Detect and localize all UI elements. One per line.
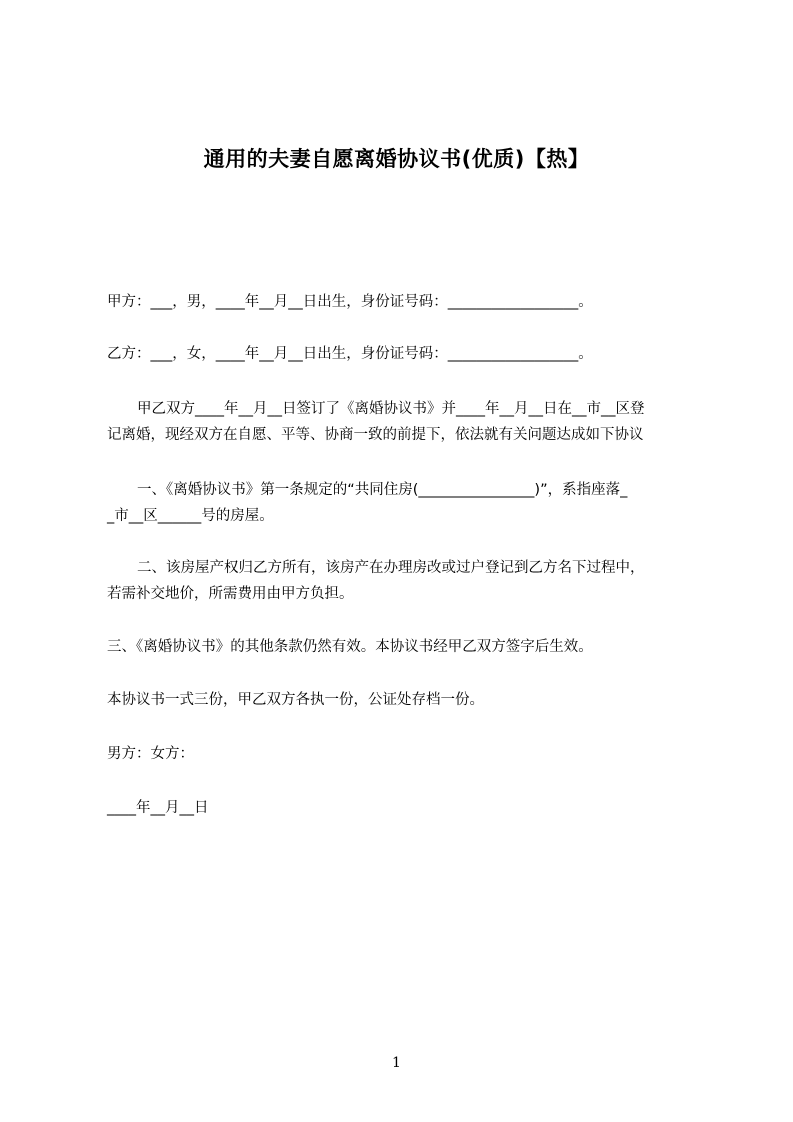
clause-2-line-1: 二、该房屋产权归乙方所有，该房产在办理房改或过户登记到乙方名下过程中， bbox=[137, 560, 645, 576]
date-line: ____年__月__日 bbox=[107, 800, 209, 816]
signature-line: 男方：女方： bbox=[107, 746, 194, 762]
clause-3-paragraph: 三、《离婚协议书》的其他条款仍然有效。本协议书经甲乙双方签字后生效。 bbox=[107, 639, 593, 655]
page-number: 1 bbox=[392, 1055, 401, 1071]
copies-paragraph: 本协议书一式三份，甲乙双方各执一份，公证处存档一份。 bbox=[107, 692, 484, 708]
clause-1-line-1: 一、《离婚协议书》第一条规定的“共同住房(________________)”，系指座落_ bbox=[137, 482, 628, 498]
clause-1-line-2: _市__区______号的房屋。 bbox=[107, 508, 274, 524]
clause-2-paragraph bbox=[107, 555, 707, 607]
clause-1-paragraph bbox=[107, 477, 707, 529]
intro-paragraph bbox=[107, 396, 707, 448]
intro-line-2: 记离婚，现经双方在自愿、平等、协商一致的前提下，依法就有关问题达成如下协议 bbox=[107, 427, 644, 443]
party-b-line: 乙方：___，女，____年__月__日出生，身份证号码：__________________。 bbox=[107, 346, 593, 362]
clause-2-line-2: 若需补交地价，所需费用由甲方负担。 bbox=[107, 586, 354, 602]
document-title: 通用的夫妻自愿离婚协议书(优质)【热】 bbox=[203, 147, 590, 171]
party-a-line: 甲方：___，男，____年__月__日出生，身份证号码：__________________。 bbox=[107, 294, 593, 310]
intro-line-1: 甲乙双方____年__月__日签订了《离婚协议书》并____年__月__日在__市__区登 bbox=[137, 401, 645, 417]
